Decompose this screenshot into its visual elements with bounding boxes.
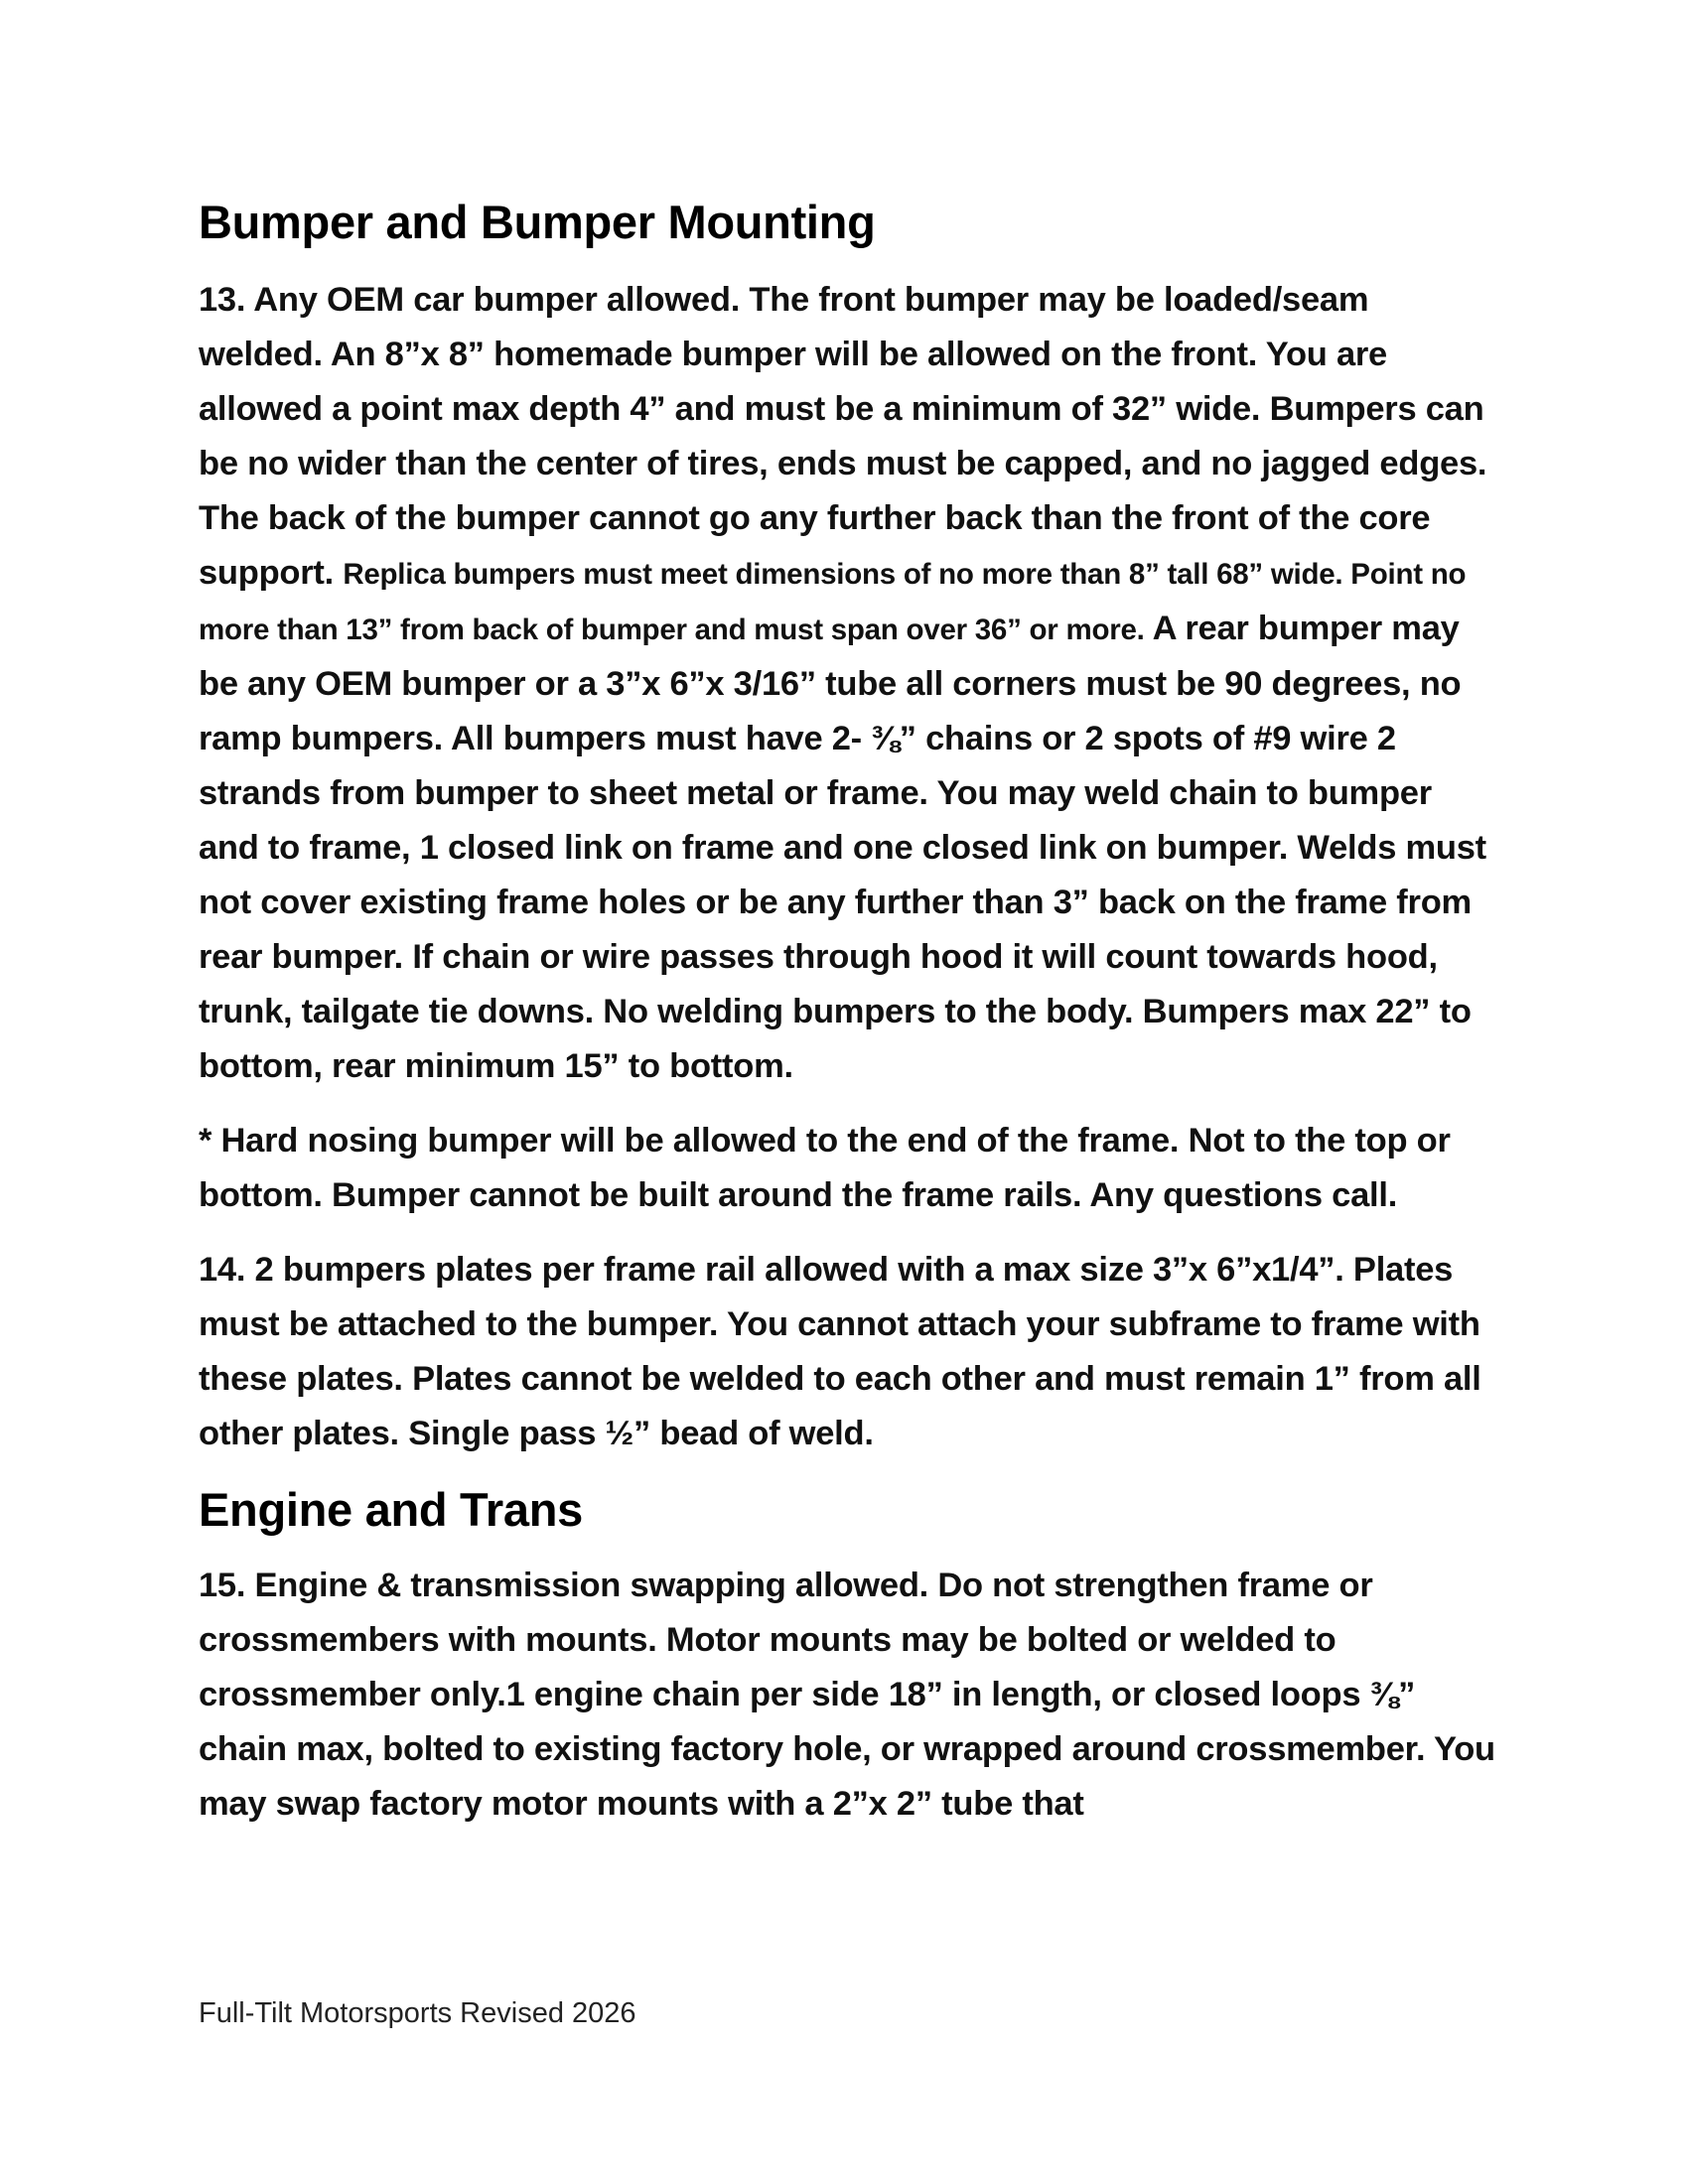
- rule-13-part-a: 13. Any OEM car bumper allowed. The front bumper may be loaded/seam welded. An 8”x 8” homemade bumper will be allowed on the front. You are allowed a point max depth 4” and must be a minimum of 32” wide. Bumpers can be no wider than the center of tires, ends must be capped, and no jagged edges. The back of the bumper cannot go any further back than the front of the core support.: [199, 281, 1487, 592]
- section-heading-engine: Engine and Trans: [199, 1483, 583, 1536]
- rule-13-part-c: A rear bumper may be any OEM bumper or a 3”x 6”x 3/16” tube all corners must be 90 degrees, no ramp bumpers. All bumpers must have 2- ⅜” chains or 2 spots of #9 wire 2 strands from bumper to sheet metal or frame. You may weld chain to bumper and to frame, 1 closed link on frame and one closed link on bumper. Welds must not cover existing frame holes or be any further than 3” back on the frame from rear bumper. If chain or wire passes through hood it will count towards hood, trunk, tailgate tie downs. No welding bumpers to the body. Bumpers max 22” to bottom, rear minimum 15” to bottom.: [199, 610, 1486, 1085]
- rule-15: 15. Engine & transmission swapping allowed. Do not strengthen frame or crossmembers with mounts. Motor mounts may be bolted or welded to crossmember only.1 engine chain per side 18” in length, or closed loops ⅜” chain max, bolted to existing factory hole, or wrapped around crossmember. You may swap factory motor mounts with a 2”x 2” tube that: [199, 1567, 1495, 1823]
- rule-14: 14. 2 bumpers plates per frame rail allowed with a max size 3”x 6”x1/4”. Plates must be attached to the bumper. You cannot attach your subframe to frame with these plates. Plates cannot be welded to each other and must remain 1” from all other plates. Single pass ½” bead of weld.: [199, 1251, 1481, 1452]
- hard-nosing-note: * Hard nosing bumper will be allowed to the end of the frame. Not to the top or bottom. Bumper cannot be built around the frame rails. Any questions call.: [199, 1122, 1451, 1214]
- document-page: [199, 194, 1499, 1851]
- rule-13: [199, 273, 1499, 1094]
- section-heading-bumper: Bumper and Bumper Mounting: [199, 196, 876, 248]
- rule-13-replica-text: Replica bumpers must meet dimensions of no more than 8” tall 68” wide. Point no more than 13” from back of bumper and must span over 36” or more.: [199, 558, 1467, 646]
- page-footer: Full-Tilt Motorsports Revised 2026: [199, 1997, 636, 2029]
